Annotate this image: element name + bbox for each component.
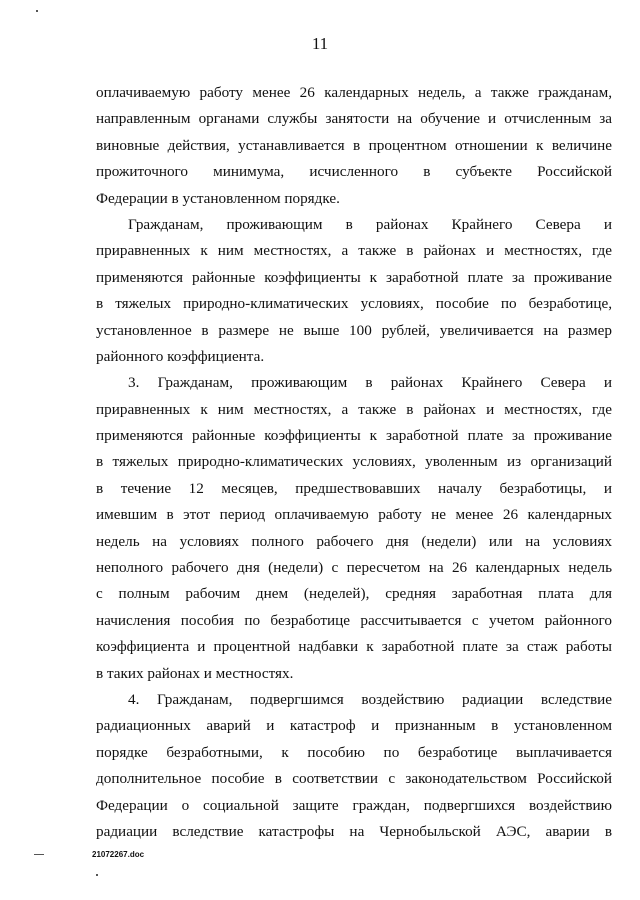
paragraph-2 xyxy=(96,212,612,370)
text-line: в таких районах и местностях. xyxy=(96,664,294,682)
paragraph-1 xyxy=(96,80,612,212)
text-line: начисления пособия по безработице рассчитывается с учетом районного xyxy=(96,611,612,629)
text-line: 4. Гражданам, подвергшимся воздействию радиации вследствие xyxy=(128,690,612,708)
text-line: Федерации в установленном порядке. xyxy=(96,189,340,207)
text-line: порядке безработными, к пособию по безработице выплачивается xyxy=(96,743,612,761)
scan-dash xyxy=(34,854,44,855)
text-line: в тяжелых природно-климатических условиях, пособие по безработице, xyxy=(96,295,612,313)
text-line: дополнительное пособие в соответствии с законодательством Российской xyxy=(96,770,612,788)
text-line: районного коэффициента. xyxy=(96,347,265,365)
text-line: коэффициента и процентной надбавки к заработной плате за стаж работы xyxy=(96,638,612,656)
paragraph-4 xyxy=(96,687,612,845)
text-line: с полным рабочим днем (неделей), средняя заработная плата для xyxy=(96,585,612,603)
text-line: в тяжелых природно-климатических условиях, уволенным из организаций xyxy=(96,453,612,471)
text-line: Федерации о социальной защите граждан, подвергшихся воздействию xyxy=(96,796,612,814)
text-line: приравненных к ним местностях, а также в районах и местностях, где xyxy=(96,400,612,418)
text-line: имевшим в этот период оплачиваемую работу не менее 26 календарных xyxy=(96,506,612,524)
scan-speck xyxy=(96,874,98,876)
text-line: Гражданам, проживающим в районах Крайнего Севера и xyxy=(128,215,612,233)
document-body xyxy=(96,80,612,845)
text-line: приравненных к ним местностях, а также в районах и местностях, где xyxy=(96,242,612,260)
text-line: 3. Гражданам, проживающим в районах Крайнего Севера и xyxy=(128,374,612,392)
text-line: недель на условиях полного рабочего дня (недели) или на условиях xyxy=(96,532,612,550)
text-line: применяются районные коэффициенты к заработной плате за проживание xyxy=(96,427,612,445)
text-line: применяются районные коэффициенты к заработной плате за проживание xyxy=(96,268,612,286)
text-line: направленным органами службы занятости на обучение и отчисленным за xyxy=(96,110,612,128)
paragraph-3 xyxy=(96,370,612,687)
text-line: оплачиваемую работу менее 26 календарных недель, а также гражданам, xyxy=(96,84,612,101)
page-number: 11 xyxy=(311,34,329,53)
text-line: неполного рабочего дня (недели) с пересчетом на 26 календарных недель xyxy=(96,559,612,577)
text-line: установленное в размере не выше 100 рублей, увеличивается на размер xyxy=(96,321,612,339)
text-line: в течение 12 месяцев, предшествовавших началу безработицы, и xyxy=(96,479,612,497)
text-line: радиации вследствие катастрофы на Чернобыльской АЭС, аварии в xyxy=(96,822,612,840)
document-file-id: 21072267.doc xyxy=(92,850,145,859)
text-line: радиационных аварий и катастроф и признанным в установленном xyxy=(96,717,612,735)
text-line: виновные действия, устанавливается в процентном отношении к величине xyxy=(96,136,612,154)
scan-speck xyxy=(36,10,38,12)
text-line: прожиточного минимума, исчисленного в субъекте Российской xyxy=(96,163,612,181)
